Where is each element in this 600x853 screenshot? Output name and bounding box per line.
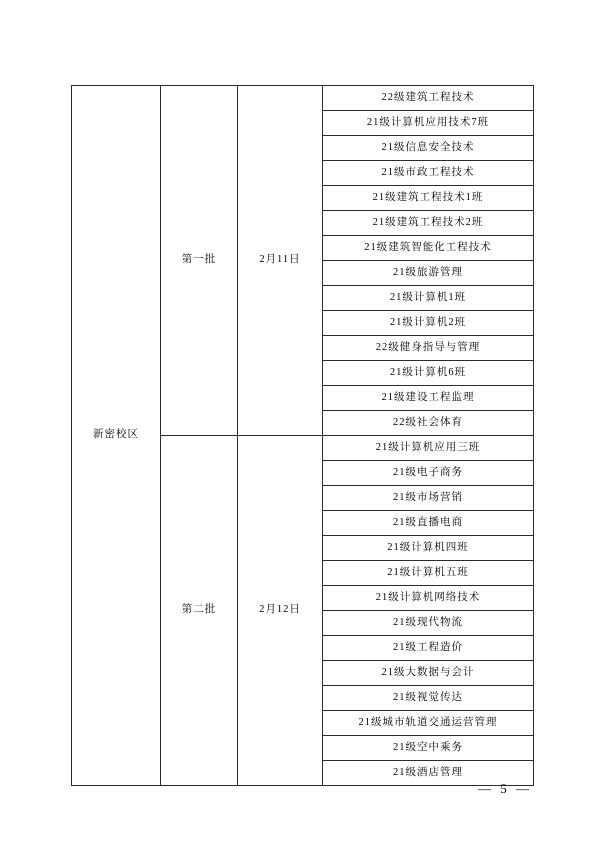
class-cell: 21级城市轨道交通运营管理 [323,711,534,736]
class-cell: 21级计算机四班 [323,536,534,561]
class-cell: 21级信息安全技术 [323,136,534,161]
page-number: — 5 — [478,781,532,796]
class-cell: 21级直播电商 [323,511,534,536]
class-cell: 21级市政工程技术 [323,161,534,186]
class-cell: 21级建筑工程技术2班 [323,211,534,236]
class-cell: 22级健身指导与管理 [323,336,534,361]
class-cell: 21级大数据与会计 [323,661,534,686]
class-cell: 21级市场营销 [323,486,534,511]
class-cell: 22级建筑工程技术 [323,86,534,111]
class-cell: 21级计算机网络技术 [323,586,534,611]
class-cell: 21级建设工程监理 [323,386,534,411]
date-cell-2: 2月12日 [238,436,323,786]
campus-cell: 新密校区 [72,86,161,786]
class-cell: 21级建筑智能化工程技术 [323,236,534,261]
batch-cell-2: 第二批 [161,436,238,786]
class-cell: 21级计算机应用三班 [323,436,534,461]
date-cell-1: 2月11日 [238,86,323,436]
class-cell: 21级建筑工程技术1班 [323,186,534,211]
class-cell: 22级社会体育 [323,411,534,436]
class-cell: 21级计算机2班 [323,311,534,336]
batch-cell-1: 第一批 [161,86,238,436]
class-cell: 21级酒店管理 [323,761,534,786]
class-cell: 21级现代物流 [323,611,534,636]
table-row [72,86,534,111]
class-cell: 21级电子商务 [323,461,534,486]
class-cell: 21级旅游管理 [323,261,534,286]
class-cell: 21级视觉传达 [323,686,534,711]
class-cell: 21级空中乘务 [323,736,534,761]
class-cell: 21级计算机1班 [323,286,534,311]
class-cell: 21级计算机6班 [323,361,534,386]
class-cell: 21级计算机应用技术7班 [323,111,534,136]
class-cell: 21级工程造价 [323,636,534,661]
class-cell: 21级计算机五班 [323,561,534,586]
schedule-table [71,85,534,786]
schedule-table-container [71,85,529,786]
schedule-table-body [72,86,534,786]
